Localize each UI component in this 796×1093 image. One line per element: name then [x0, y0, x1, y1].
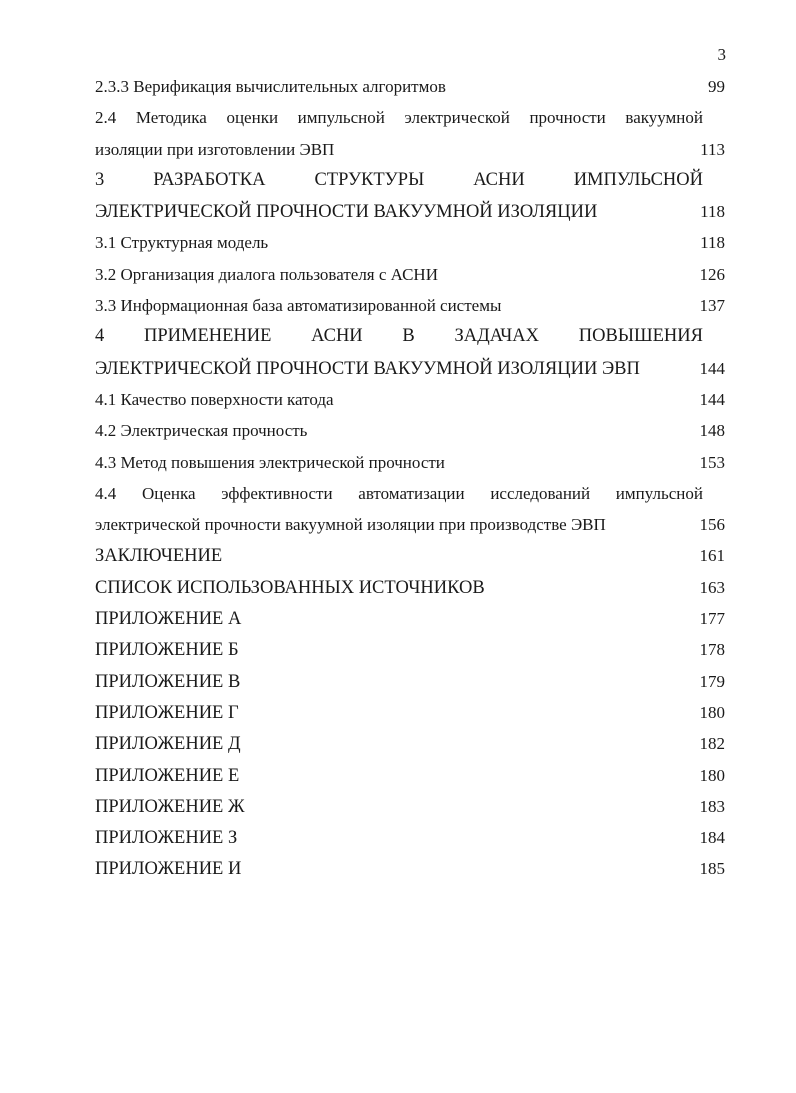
toc-entry-3[interactable] — [95, 165, 725, 228]
toc-entry-3-2[interactable] — [95, 259, 725, 290]
toc-entry-page: 178 — [699, 640, 725, 660]
toc-entry-appendix-b[interactable] — [95, 634, 725, 665]
toc-entry-4-1[interactable] — [95, 384, 725, 415]
toc-entry-appendix-z[interactable] — [95, 822, 725, 853]
toc-entry-page: 184 — [699, 828, 725, 848]
toc-entry-conclusion[interactable] — [95, 540, 725, 571]
toc-entry-page: 148 — [699, 421, 725, 441]
toc-entry-page: 137 — [699, 296, 725, 316]
toc-entry-4-3[interactable] — [95, 447, 725, 478]
toc-entry-title: ЗАКЛЮЧЕНИЕ — [95, 546, 223, 567]
toc-entry-title-line1: 3 РАЗРАБОТКА СТРУКТУРЫ АСНИ ИМПУЛЬСНОЙ — [95, 169, 703, 190]
toc-entry-page: 161 — [699, 546, 725, 566]
toc-entry-title-line2: ЭЛЕКТРИЧЕСКОЙ ПРОЧНОСТИ ВАКУУМНОЙ ИЗОЛЯЦИИ ЭВП — [95, 358, 640, 379]
toc-entry-title: 3.2 Организация диалога пользователя с АСНИ — [95, 264, 438, 284]
toc-entry-title: 4.3 Метод повышения электрической прочности — [95, 452, 445, 472]
toc-entry-page: 153 — [699, 452, 725, 472]
page-number: 3 — [717, 45, 726, 64]
toc-entry-title-line2: изоляции при изготовлении ЭВП — [95, 139, 335, 159]
toc-entry-title-line1: 4 ПРИМЕНЕНИЕ АСНИ В ЗАДАЧАХ ПОВЫШЕНИЯ — [95, 326, 703, 347]
toc-entry-page: 144 — [699, 358, 725, 378]
toc-entry-page: 180 — [699, 765, 725, 785]
toc-entry-page: 183 — [699, 796, 725, 816]
toc-entry-title: ПРИЛОЖЕНИЕ Ж — [95, 796, 245, 817]
toc-entry-title-line1: 4.4 Оценка эффективности автоматизации исследований импульсной — [95, 483, 703, 503]
toc-entry-title: СПИСОК ИСПОЛЬЗОВАННЫХ ИСТОЧНИКОВ — [95, 577, 485, 598]
toc-entry-4-4[interactable] — [95, 478, 725, 541]
toc-entry-4[interactable] — [95, 321, 725, 384]
toc-entry-title: 3.1 Структурная модель — [95, 233, 269, 253]
toc-entry-3-3[interactable] — [95, 290, 725, 321]
toc-entry-title: 2.3.3 Верификация вычислительных алгоритмов — [95, 77, 446, 96]
toc-entry-page: 179 — [699, 671, 725, 691]
toc-entry-2-4[interactable] — [95, 102, 725, 165]
toc-entry-page: 118 — [700, 202, 725, 222]
toc-entry-title-line1: 2.4 Методика оценки импульсной электрической прочности вакуумной — [95, 108, 703, 128]
toc-entry-page: 126 — [699, 264, 725, 284]
toc-entry-4-2[interactable] — [95, 415, 725, 446]
toc-entry-appendix-d[interactable] — [95, 728, 725, 759]
toc-entry-title: ПРИЛОЖЕНИЕ Г — [95, 702, 239, 723]
toc-entry-appendix-v[interactable] — [95, 666, 725, 697]
toc-entry-3-1[interactable] — [95, 227, 725, 258]
toc-entry-page: 163 — [699, 577, 725, 597]
toc-entry-references[interactable] — [95, 572, 725, 603]
toc-entry-title: ПРИЛОЖЕНИЕ З — [95, 828, 238, 849]
toc-entry-title: ПРИЛОЖЕНИЕ А — [95, 609, 242, 630]
toc-entry-title-line2: электрической прочности вакуумной изоляции при производстве ЭВП — [95, 515, 606, 535]
toc-entry-appendix-g[interactable] — [95, 697, 725, 728]
toc-entry-appendix-zh[interactable] — [95, 791, 725, 822]
toc-entry-2-3-3[interactable] — [95, 71, 725, 102]
toc-entry-title: ПРИЛОЖЕНИЕ И — [95, 859, 242, 880]
toc-entry-page: 113 — [700, 139, 725, 159]
toc-entry-page: 182 — [699, 734, 725, 754]
toc-entry-page: 144 — [699, 389, 725, 409]
toc-entry-title: ПРИЛОЖЕНИЕ Б — [95, 640, 239, 661]
toc-entry-appendix-a[interactable] — [95, 603, 725, 634]
toc-entry-page: 99 — [708, 77, 725, 96]
toc-entry-page: 185 — [699, 859, 725, 879]
toc-entry-title: 4.2 Электрическая прочность — [95, 421, 308, 441]
toc-entry-title: ПРИЛОЖЕНИЕ Д — [95, 734, 241, 755]
toc-entry-page: 180 — [699, 702, 725, 722]
toc-entry-title: 3.3 Информационная база автоматизированной системы — [95, 296, 502, 316]
toc-entry-appendix-i[interactable] — [95, 853, 725, 884]
toc-entry-appendix-e[interactable] — [95, 760, 725, 791]
toc-entry-page: 118 — [700, 233, 725, 253]
toc-entry-page: 156 — [699, 515, 725, 535]
toc-entry-title-line2: ЭЛЕКТРИЧЕСКОЙ ПРОЧНОСТИ ВАКУУМНОЙ ИЗОЛЯЦИИ — [95, 202, 598, 223]
toc-entry-title: ПРИЛОЖЕНИЕ Е — [95, 765, 240, 786]
table-of-contents — [95, 71, 725, 885]
toc-entry-page: 177 — [699, 609, 725, 629]
toc-entry-title: ПРИЛОЖЕНИЕ В — [95, 671, 241, 692]
toc-entry-title: 4.1 Качество поверхности катода — [95, 389, 334, 409]
